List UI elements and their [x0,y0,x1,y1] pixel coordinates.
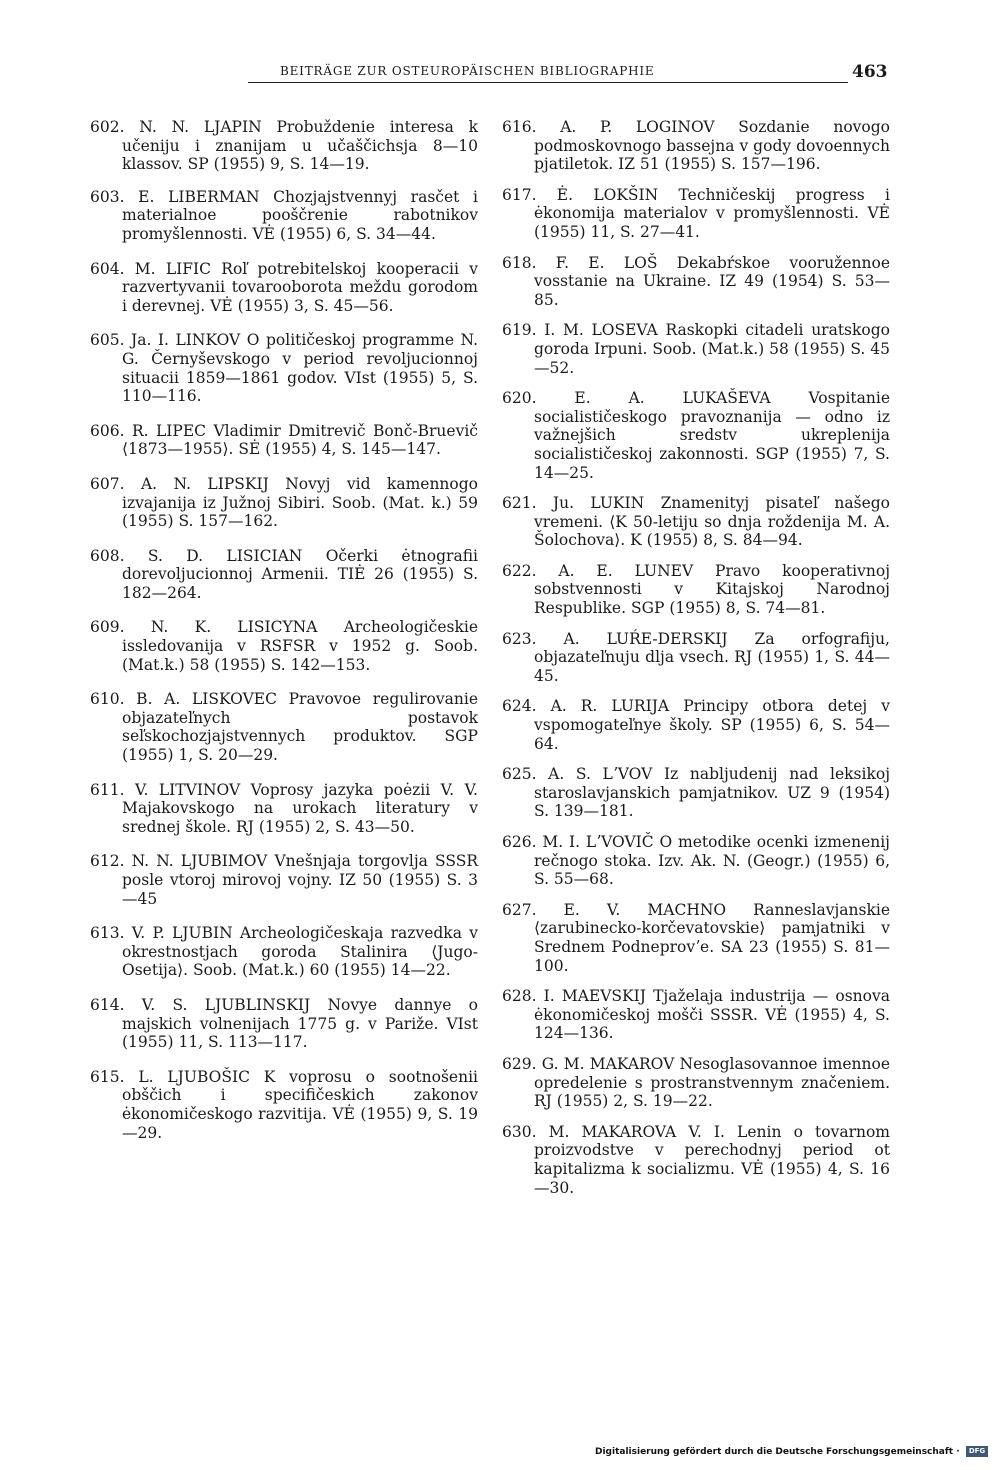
bibliography-entry-618: 618. F. E. LOŠ Dekabŕskoe vooružennoe vosstanie na Ukraine. IZ 49 (1954) S. 53—85. [502,253,890,309]
bibliography-entry-624: 624. A. R. LURIJA Principy otbora detej v vspomogateľnye školy. SP (1955) 6, S. 54—64. [502,697,890,753]
bibliography-entry-609: 609. N. K. LISICYNA Archeologičeskie issledovanija v RSFSR v 1952 g. Soob. (Mat.k.) 58 (1955) S. 142—153. [90,618,478,674]
bibliography-entry-617: 617. Ė. LOKŠIN Techničeskij progress i ėkonomija materialov v promyšlennosti. VĖ (1955) 11, S. 27—41. [502,185,890,241]
bibliography-entry-619: 619. I. M. LOSEVA Raskopki citadeli uratskogo goroda Irpuni. Soob. (Mat.k.) 58 (1955) S. 45—52. [502,321,890,377]
bibliography-entry-605: 605. Ja. I. LINKOV O političeskoj programme N. G. Černyševskogo v period revoljucionnoj situacii 1859—1861 godov. VIst (1955) 5, S. 110—116. [90,331,478,406]
bibliography-entry-615: 615. L. LJUBOŠIC K voprosu o sootnošenii obščich i specifičeskich zakonov ėkonomičeskogo razvitija. VĖ (1955) 9, S. 19—29. [90,1067,478,1142]
bibliography-entry-623: 623. A. LUŔE-DERSKIJ Za orfografiju, objazateľnuju dlja vsech. RJ (1955) 1, S. 44—45. [502,629,890,685]
bibliography-entry-622: 622. A. E. LUNEV Pravo kooperativnoj sobstvennosti v Kitajskoj Narodnoj Respublike. SGP (1955) 8, S. 74—81. [502,561,890,618]
bibliography-entry-607: 607. A. N. LIPSKIJ Novyj vid kamennogo izvajanija iz Južnoj Sibiri. Soob. (Mat. k.) 59 (1955) S. 157—162. [90,474,478,531]
bibliography-entry-603: 603. E. LIBERMAN Chozjajstvennyj rasčet i materialnoe pooščrenie rabotnikov promyšlennosti. VĖ (1955) 6, S. 34—44. [90,187,478,243]
bibliography-entry-612: 612. N. N. LJUBIMOV Vnešnjaja torgovlja SSSR posle vtoroj mirovoj vojny. IZ 50 (1955) S. 3—45 [90,852,478,908]
dfg-logo: DFG [966,1446,988,1457]
bibliography-entry-616: 616. A. P. LOGINOV Sozdanie novogo podmoskovnogo bassejna v gody dovoennych pjatiletok. IZ 51 (1955) S. 157—196. [502,118,890,174]
bibliography-entry-611: 611. V. LITVINOV Voprosy jazyka poėzii V. V. Majakovskogo na urokach literatury v srednej škole. RJ (1955) 2, S. 43—50. [90,780,478,836]
bibliography-entry-620: 620. E. A. LUKAŠEVA Vospitanie socialističeskogo pravoznanija — odno iz važnejšich sredstv ukreplenija socialističeskoj zakonnosti. SGP (1955) 7, S. 14—25. [502,389,890,482]
bibliography-entry-627: 627. E. V. MACHNO Ranneslavjanskie ⟨zarubinecko-korčevatovskie⟩ pamjatniki v Srednem Podneprovʼe. SA 23 (1955) S. 81—100. [502,900,890,975]
left-column [90,118,478,1142]
right-column [502,118,890,1197]
bibliography-entry-625: 625. A. S. LʼVOV Iz nabljudenij nad leksikoj staroslavjanskich pamjatnikov. UZ 9 (1954) S. 139—181. [502,765,890,821]
bibliography-entry-630: 630. M. MAKAROVA V. I. Lenin o tovarnom proizvodstve v perechodnyj period ot kapitalizma k socializmu. VĖ (1955) 4, S. 16—30. [502,1122,890,1197]
running-title: BEITRÄGE ZUR OSTEUROPÄISCHEN BIBLIOGRAPHIE [280,64,655,78]
page-header [248,62,888,84]
bibliography-entry-628: 628. I. MAEVSKIJ Tjaželaja industrija — osnova ėkonomičeskoj mošči SSSR. VĖ (1955) 4, S. 124—136. [502,987,890,1043]
bibliography-entry-614: 614. V. S. LJUBLINSKIJ Novye dannye o majskich volnenijach 1775 g. v Pariže. VIst (1955) 11, S. 113—117. [90,995,478,1052]
bibliography-entry-626: 626. M. I. LʼVOVIČ O metodike ocenki izmenenij rečnogo stoka. Izv. Ak. N. (Geogr.) (1955) 6, S. 55—68. [502,833,890,889]
bibliography-entry-629: 629. G. M. MAKAROV Nesoglasovannoe imennoe opredelenie s prostranstvennym značeniem. RJ (1955) 2, S. 19—22. [502,1054,890,1111]
bibliography-entry-613: 613. V. P. LJUBIN Archeologičeskaja razvedka v okrestnostjach goroda Stalinira ⟨Jugo-Osetija⟩. Soob. (Mat.k.) 60 (1955) 14—22. [90,924,478,980]
bibliography-entry-621: 621. Ju. LUKIN Znamenityj pisateľ našego vremeni. ⟨K 50-letiju so dnja roždenija M. A. Šolochova⟩. K (1955) 8, S. 84—94. [502,494,890,550]
bibliography-entry-606: 606. R. LIPEC Vladimir Dmitrevič Bonč-Bruevič ⟨1873—1955⟩. SĖ (1955) 4, S. 145—147. [90,421,478,459]
bibliography-entry-608: 608. S. D. LISICIAN Očerki ėtnografii dorevoljucionnoj Armenii. TIĖ 26 (1955) S. 182—264. [90,546,478,602]
digitization-credit: Digitalisierung gefördert durch die Deutsche Forschungsgemeinschaft · [595,1447,960,1457]
header-rule [248,82,848,83]
bibliography-entry-604: 604. M. LIFIC Roľ potrebitelskoj kooperacii v razvertyvanii tovarooborota meždu gorodom i derevnej. VĖ (1955) 3, S. 45—56. [90,259,478,315]
page-number: 463 [852,62,888,82]
bibliography-entry-602: 602. N. N. LJAPIN Probuždenie interesa k učeniju i znanijam u učaščichsja 8—10 klassov. SP (1955) 9, S. 14—19. [90,118,478,174]
bibliography-entry-610: 610. B. A. LISKOVEC Pravovoe regulirovanie objazateľnych postavok seľskochozjajstvennych produktov. SGP (1955) 1, S. 20—29. [90,690,478,765]
